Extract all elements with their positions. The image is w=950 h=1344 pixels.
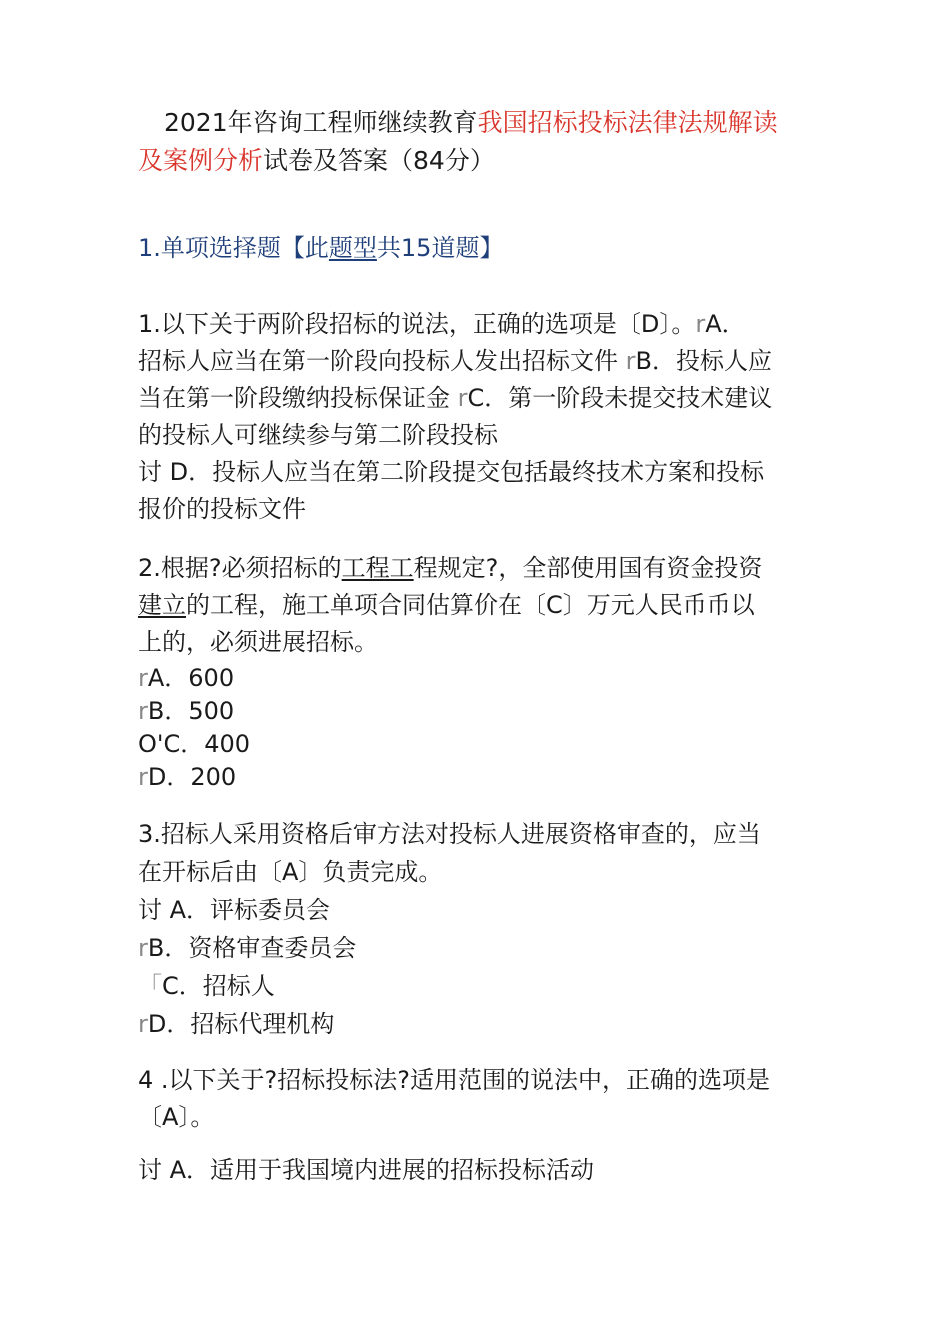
question-line: 1.以下关于两阶段招标的说法，正确的选项是〔D〕。rA．: [138, 310, 746, 338]
question-1: [138, 306, 828, 528]
question-line: 4 .以下关于?招标投标法?适用范围的说法中，正确的选项是: [138, 1066, 771, 1094]
title-suffix: 试卷及答案（84分）: [263, 146, 495, 175]
question-line: 当在第一阶段缴纳投标保证金 rC．第一阶段未提交技术建议: [138, 384, 773, 412]
option-d: 讨 D．投标人应当在第二阶段提交包括最终技术方案和投标: [138, 458, 765, 486]
document-title: [138, 104, 828, 180]
title-highlight-1: 我国招标投标法律法规解读: [477, 108, 778, 137]
option-d: rD．200: [138, 763, 237, 791]
question-line: 招标人应当在第一阶段向投标人发出招标文件 rB．投标人应: [138, 347, 772, 375]
option-b: rB．500: [138, 697, 235, 725]
question-4: [138, 1062, 828, 1136]
section-heading: 1.单项选择题【此题型共15道题】: [138, 234, 504, 262]
option-a: 讨 A．适用于我国境内进展的招标投标活动: [138, 1156, 595, 1184]
option-c: O'C．400: [138, 730, 251, 758]
question-4-option-a: [138, 1152, 828, 1189]
question-line: 建立的工程，施工单项合同估算价在〔C〕万元人民币币以: [138, 591, 755, 619]
title-highlight-2: 及案例分析: [138, 146, 264, 175]
question-2: [138, 550, 828, 661]
option-b: rB．资格审查委员会: [138, 934, 357, 962]
question-3: [138, 815, 828, 1043]
question-line: 〔A〕。: [138, 1103, 215, 1131]
question-2-options: [138, 662, 828, 794]
question-line: 在开标后由〔A〕负责完成。: [138, 858, 443, 886]
question-line: 报价的投标文件: [138, 495, 306, 523]
question-line: 上的，必须进展招标。: [138, 628, 378, 656]
option-a: rA．600: [138, 664, 235, 692]
option-a: 讨 A．评标委员会: [138, 896, 331, 924]
option-d: rD．招标代理机构: [138, 1010, 335, 1038]
question-line: 的投标人可继续参与第二阶段投标: [138, 421, 498, 449]
question-line: 3.招标人采用资格后审方法对投标人进展资格审查的，应当: [138, 820, 761, 848]
option-c: 「C．招标人: [138, 972, 275, 1000]
question-line: 2.根据?必须招标的工程工程规定?，全部使用国有资金投资: [138, 554, 763, 582]
title-prefix: 2021年咨询工程师继续教育: [164, 108, 478, 137]
